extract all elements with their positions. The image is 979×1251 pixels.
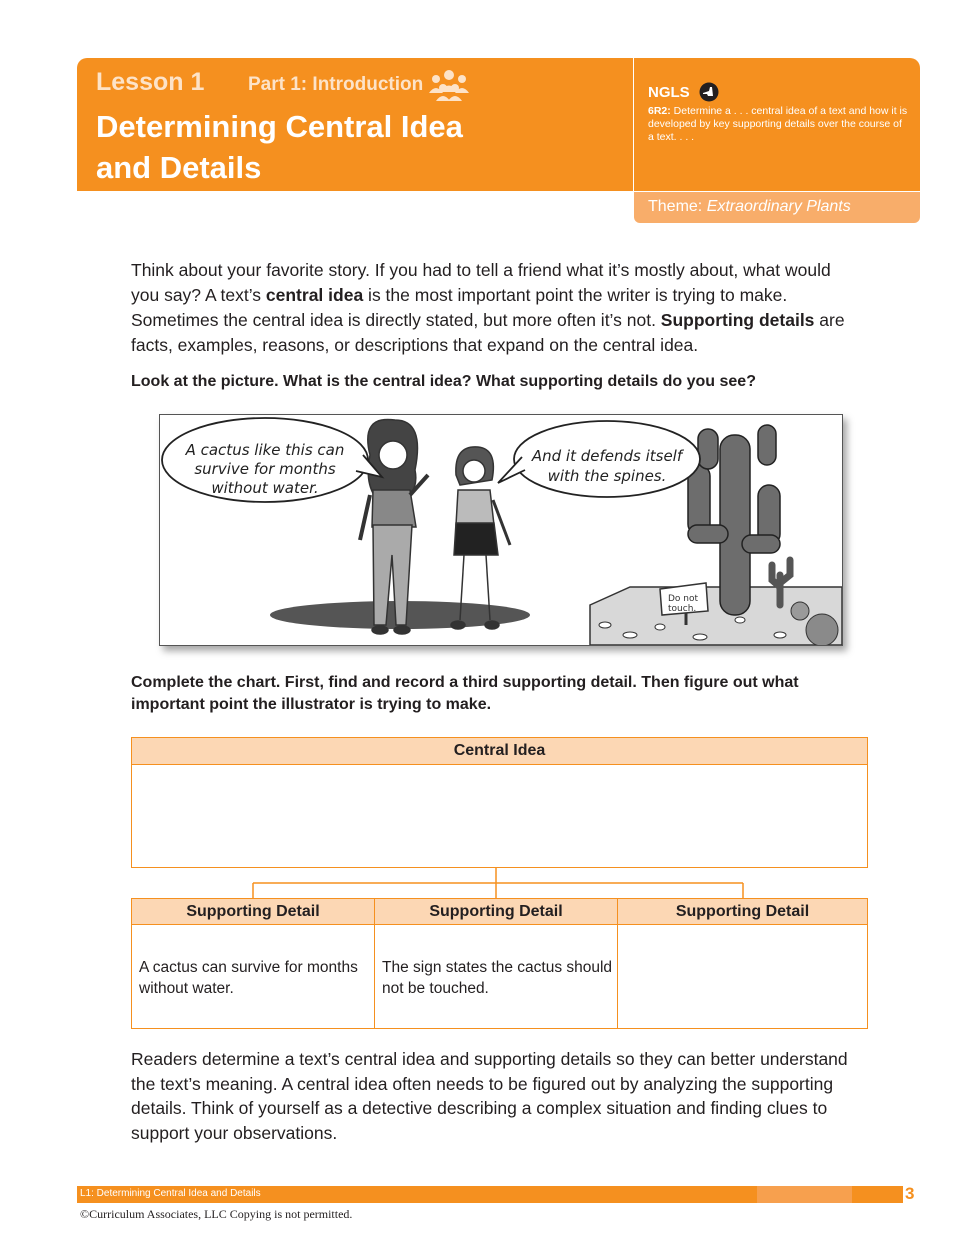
standard-text: Determine a . . . central idea of a text and how it is developed by key supporting details over the course of a text. . . . [648, 105, 908, 143]
intro-text-1: Think about your favorite story. If you had to tell a friend what it’s mostly about, what would you say? A text’s [131, 260, 831, 305]
footer-lesson-ref: L1: Determining Central Idea and Details [80, 1188, 261, 1199]
cactus-illustration [159, 414, 843, 646]
bubble-girl-line-2: with the spines. [547, 467, 667, 485]
theme-value: Extraordinary Plants [706, 198, 851, 215]
supporting-detail-box-1 [131, 924, 375, 1029]
small-cactus [806, 614, 838, 645]
standard-description [648, 105, 910, 144]
illustration-drawing [160, 415, 842, 645]
intro-text-2: is the most important point the writer is trying to make. Sometimes the central idea is directly stated, but more often it’s not. [131, 285, 788, 330]
copyright-notice: ©Curriculum Associates, LLC Copying is not permitted. [80, 1207, 353, 1221]
intro-text-3: are facts, examples, reasons, or descriptions that expand on the central idea. [131, 310, 845, 355]
svg-text:Do not: Do not [668, 594, 699, 604]
intro-paragraph [131, 258, 861, 358]
lesson-label: Lesson 1 [96, 68, 205, 96]
supporting-detail-header-1: Supporting Detail [131, 898, 375, 925]
footer-bar-accent [757, 1186, 852, 1203]
part-label: Part 1: Introduction [248, 74, 424, 95]
central-idea-header: Central Idea [131, 737, 868, 765]
standard-code: 6R2: [648, 105, 671, 117]
chart-connector [131, 867, 869, 899]
supporting-detail-header-2: Supporting Detail [374, 898, 618, 925]
speech-bubble-woman [162, 418, 382, 502]
term-supporting-details: Supporting details [660, 310, 815, 330]
supporting-detail-text-2: The sign states the cactus should not be touched. [382, 959, 613, 997]
closing-paragraph: Readers determine a text’s central idea and supporting details so they can better understand the text’s meaning. A central idea often needs to be figured out by analyzing the supporting details. Think of yourself as a detective describing a complex situation and finding clues to support your observations. [131, 1049, 848, 1143]
bubble-woman-line-3: without water. [211, 479, 319, 497]
bubble-woman-line-2: survive for months [194, 460, 336, 478]
supporting-detail-text-1: A cactus can survive for months without water. [139, 959, 358, 997]
bubble-woman-line-1: A cactus like this can [185, 441, 345, 459]
ngls-label: NGLS [648, 84, 690, 101]
bubble-girl-line-1: And it defends itself [531, 447, 683, 465]
term-central-idea: central idea [265, 285, 364, 305]
page-number: 3 [905, 1184, 915, 1203]
group-icon [428, 68, 470, 102]
chart-instructions: Complete the chart. First, find and record a third supporting detail. Then figure out what important point the illustrator is trying to make. [131, 674, 799, 713]
theme-line [648, 198, 851, 216]
title-line-2: and Details [96, 150, 262, 185]
theme-label: Theme: [648, 198, 707, 215]
picture-question: Look at the picture. What is the central idea? What supporting details do you see? [131, 373, 756, 390]
supporting-detail-box-3[interactable] [617, 924, 868, 1029]
supporting-detail-header-3: Supporting Detail [617, 898, 868, 925]
girl-figure [451, 447, 510, 629]
central-idea-answer-box[interactable] [131, 764, 868, 868]
title-line-1: Determining Central Idea [96, 109, 463, 144]
supporting-detail-box-2 [374, 924, 618, 1029]
new-york-state-icon [699, 82, 719, 102]
svg-text:touch.: touch. [668, 604, 697, 614]
page-title [96, 106, 616, 188]
speech-bubble-girl [498, 421, 700, 497]
